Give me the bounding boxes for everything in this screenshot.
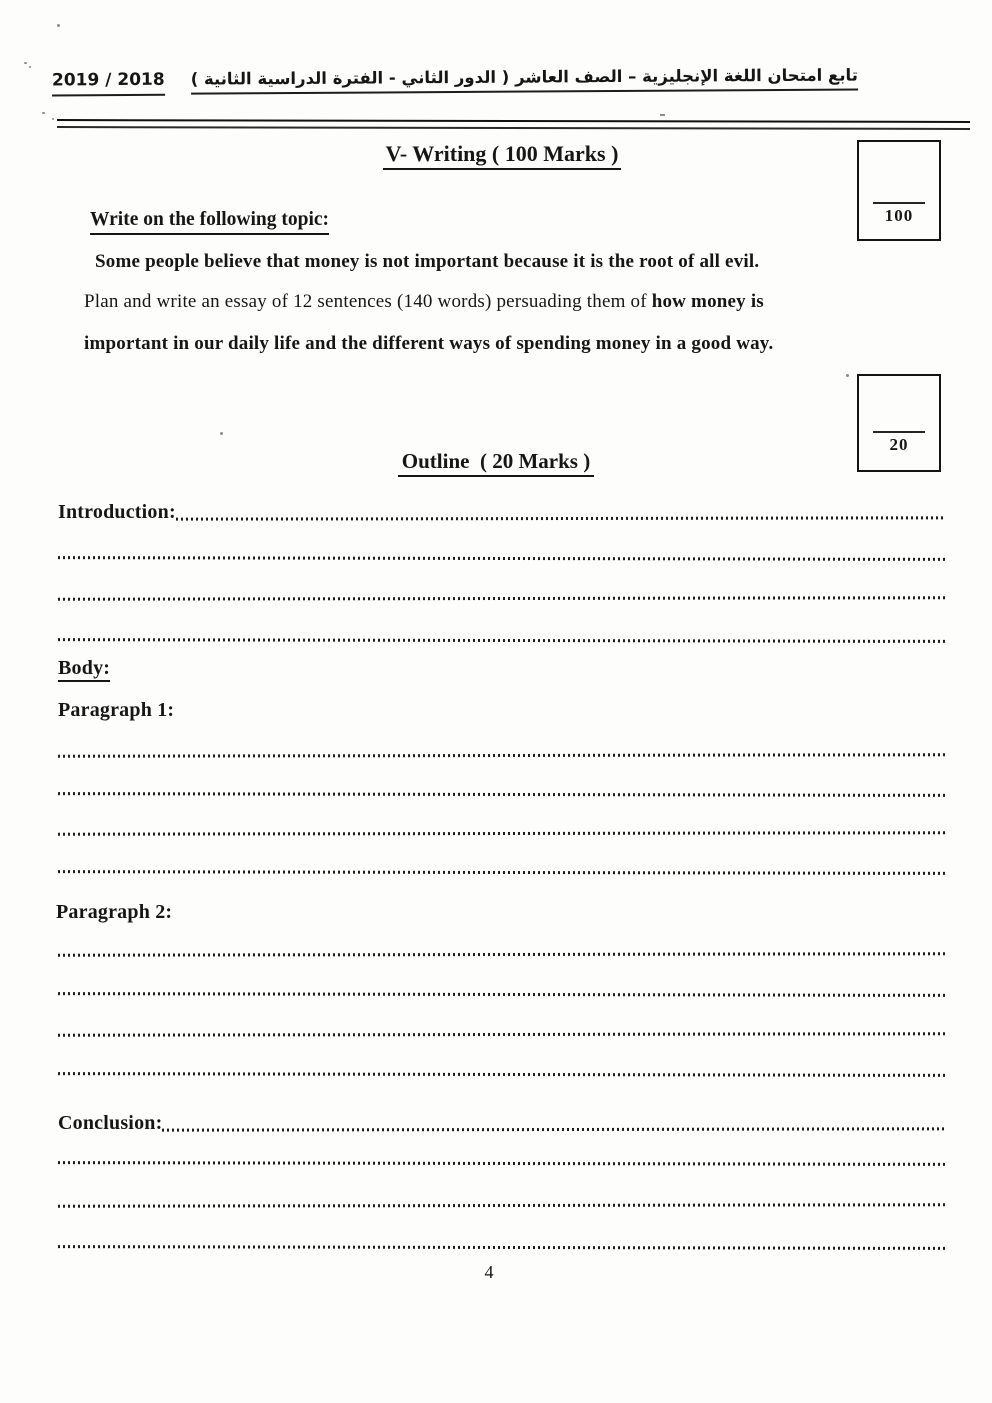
paragraph1-label-row xyxy=(58,699,174,722)
scan-noise-speck xyxy=(29,66,31,68)
page-number: 4 xyxy=(484,1262,494,1282)
answer-dotted-line xyxy=(58,556,946,561)
answer-dotted-line xyxy=(58,638,946,643)
answer-dotted-line xyxy=(58,831,946,836)
answer-row xyxy=(58,839,946,878)
score-divider-line xyxy=(873,431,926,433)
answer-dotted-line xyxy=(58,1072,946,1077)
score-divider-line xyxy=(873,202,926,204)
answer-row xyxy=(58,1211,946,1253)
answer-row xyxy=(58,604,946,646)
answer-dotted-line xyxy=(58,1032,946,1037)
outline-section-title-text: Outline ( 20 Marks ) xyxy=(398,449,594,477)
introduction-label: Introduction: xyxy=(58,501,176,523)
body-label-row xyxy=(58,657,110,680)
scan-noise-speck xyxy=(660,114,665,116)
answer-dotted-line xyxy=(176,516,946,520)
writing-marks-value: 100 xyxy=(884,206,914,225)
scan-noise-speck xyxy=(57,24,60,27)
answer-row xyxy=(58,1040,946,1080)
outline-marks-value: 20 xyxy=(889,435,909,454)
introduction-block xyxy=(58,496,946,646)
header-divider-rule xyxy=(57,119,970,130)
answer-row xyxy=(58,800,946,839)
scan-noise-speck xyxy=(42,112,45,114)
topic-heading: Write on the following topic: xyxy=(90,209,329,235)
answer-dotted-line xyxy=(58,1245,946,1250)
body-label: Body: xyxy=(58,657,110,682)
answer-dotted-line xyxy=(162,1127,946,1131)
answer-row xyxy=(58,1135,946,1169)
scan-noise-speck xyxy=(24,62,27,64)
paragraph1-label: Paragraph 1: xyxy=(58,699,175,721)
prompt-line-1: Some people believe that money is not important because it is the root of all evil. xyxy=(95,251,760,272)
academic-year: 2019 / 2018 xyxy=(52,70,165,97)
answer-dotted-line xyxy=(58,1203,946,1208)
scan-noise-speck xyxy=(52,118,54,120)
scan-noise-speck xyxy=(220,432,223,435)
answer-dotted-line xyxy=(58,952,946,957)
writing-section-title xyxy=(6,141,992,167)
answer-row xyxy=(58,722,946,761)
scan-noise-speck xyxy=(846,374,849,377)
prompt-line-2-bold-text: how money is xyxy=(651,291,764,312)
outline-section-title xyxy=(0,449,992,474)
writing-section-title-text: V- Writing ( 100 Marks ) xyxy=(383,141,622,170)
introduction-label-row xyxy=(58,496,946,524)
answer-row xyxy=(58,920,946,960)
conclusion-block xyxy=(58,1108,946,1253)
answer-dotted-line xyxy=(58,870,946,875)
exam-header-arabic-title: تابع امتحان اللغة الإنجليزية – الصف العاشر ( الدور الثاني - الفترة الدراسية الثانية ) xyxy=(191,66,858,95)
answer-dotted-line xyxy=(58,596,946,601)
prompt-line-3: important in our daily life and the different ways of spending money in a good way. xyxy=(84,333,774,354)
answer-dotted-line xyxy=(58,792,946,797)
paragraph1-block xyxy=(58,722,946,878)
answer-row xyxy=(58,524,946,564)
answer-row xyxy=(58,1169,946,1211)
answer-row xyxy=(58,564,946,604)
prompt-line-2 xyxy=(84,291,764,313)
paragraph2-block xyxy=(58,920,946,1080)
prompt-line-2-normal-text: Plan and write an essay of 12 sentences (140 words) persuading them of xyxy=(84,291,652,312)
answer-row xyxy=(58,1000,946,1040)
answer-dotted-line xyxy=(58,753,946,758)
page-header xyxy=(52,66,858,97)
answer-dotted-line xyxy=(58,1161,946,1166)
answer-row xyxy=(58,761,946,800)
answer-dotted-line xyxy=(58,992,946,997)
conclusion-label-row xyxy=(58,1108,946,1135)
conclusion-label: Conclusion: xyxy=(58,1112,163,1134)
paragraph2-label: Paragraph 2: xyxy=(56,901,173,923)
answer-row xyxy=(58,960,946,1000)
